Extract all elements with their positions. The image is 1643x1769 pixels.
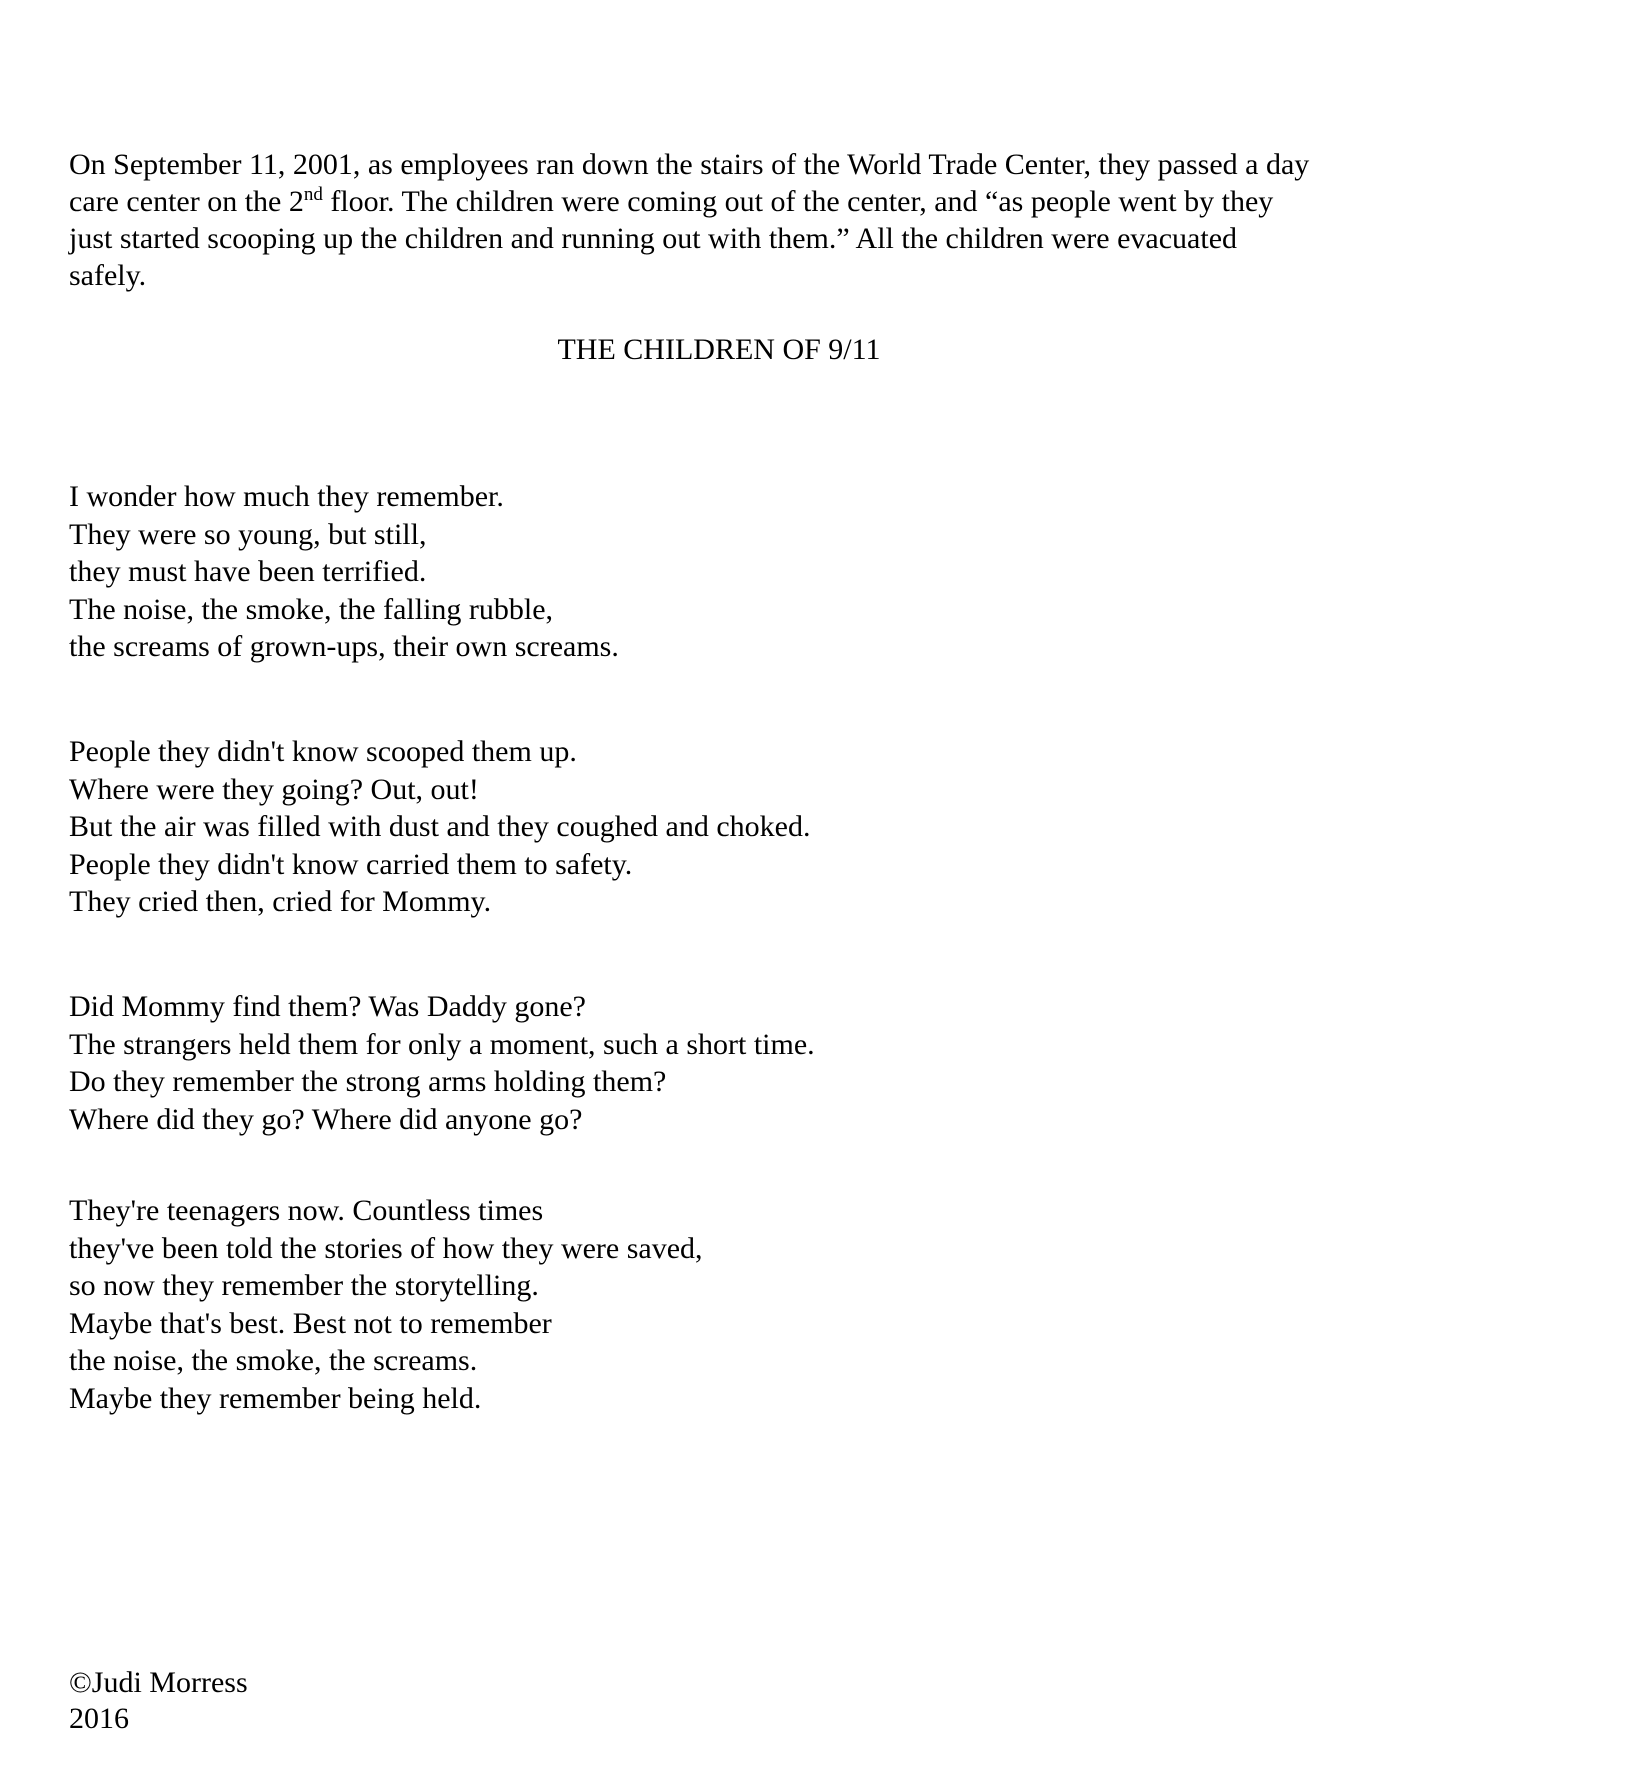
poem-line: so now they remember the storytelling. [69, 1269, 539, 1302]
poem-line: The noise, the smoke, the falling rubble, [69, 592, 554, 626]
poem-line: they must have been terrified. [69, 555, 427, 588]
poem-line: I wonder how much they remember. [69, 480, 504, 513]
poem-line: The strangers held them for only a moment, such a short time. [69, 1027, 815, 1061]
poem-line: They're teenagers now. Countless times [69, 1194, 544, 1227]
poem-line: the screams of grown-ups, their own screams. [69, 630, 619, 663]
poem-line: People they didn't know scooped them up. [69, 735, 577, 768]
intro-line-text: floor. The children were coming out of the center, and “as people went by they [322, 185, 1274, 218]
poem-line: They cried then, cried for Mommy. [69, 885, 492, 918]
poem-line: They were so young, but still, [69, 517, 427, 551]
intro-paragraph [69, 146, 1439, 294]
copyright-footer [69, 1665, 248, 1737]
intro-line [69, 183, 1439, 220]
poem-stanza-3 [69, 988, 815, 1138]
poem-title-text: THE CHILDREN OF 9/11 [557, 333, 881, 366]
poem-line: the noise, the smoke, the screams. [69, 1344, 478, 1377]
poem-stanza-2 [69, 733, 811, 921]
intro-line: safely. [69, 259, 147, 292]
intro-line-text: care center on the 2 [69, 185, 304, 218]
poem-title [0, 331, 1370, 368]
poem-line: Maybe that's best. Best not to remember [69, 1306, 552, 1340]
poem-line: they've been told the stories of how they were saved, [69, 1231, 703, 1265]
poem-stanza-4 [69, 1192, 703, 1417]
poem-line: People they didn't know carried them to safety. [69, 847, 633, 881]
poem-line: Where were they going? Out, out! [69, 772, 479, 806]
intro-line: just started scooping up the children and running out with them.” All the children were evacuated [69, 222, 1238, 255]
poem-line: But the air was filled with dust and they coughed and choked. [69, 810, 811, 843]
poem-stanza-1 [69, 478, 619, 666]
poem-line: Maybe they remember being held. [69, 1381, 482, 1415]
copyright-year: 2016 [69, 1702, 129, 1735]
poem-line: Do they remember the strong arms holding them? [69, 1065, 667, 1098]
poem-line: Did Mommy find them? Was Daddy gone? [69, 990, 586, 1023]
intro-line: On September 11, 2001, as employees ran down the stairs of the World Trade Center, they passed a day [69, 148, 1310, 181]
copyright-notice: ©Judi Morress [69, 1666, 248, 1699]
ordinal-suffix: nd [303, 184, 323, 205]
poem-line: Where did they go? Where did anyone go? [69, 1102, 583, 1136]
